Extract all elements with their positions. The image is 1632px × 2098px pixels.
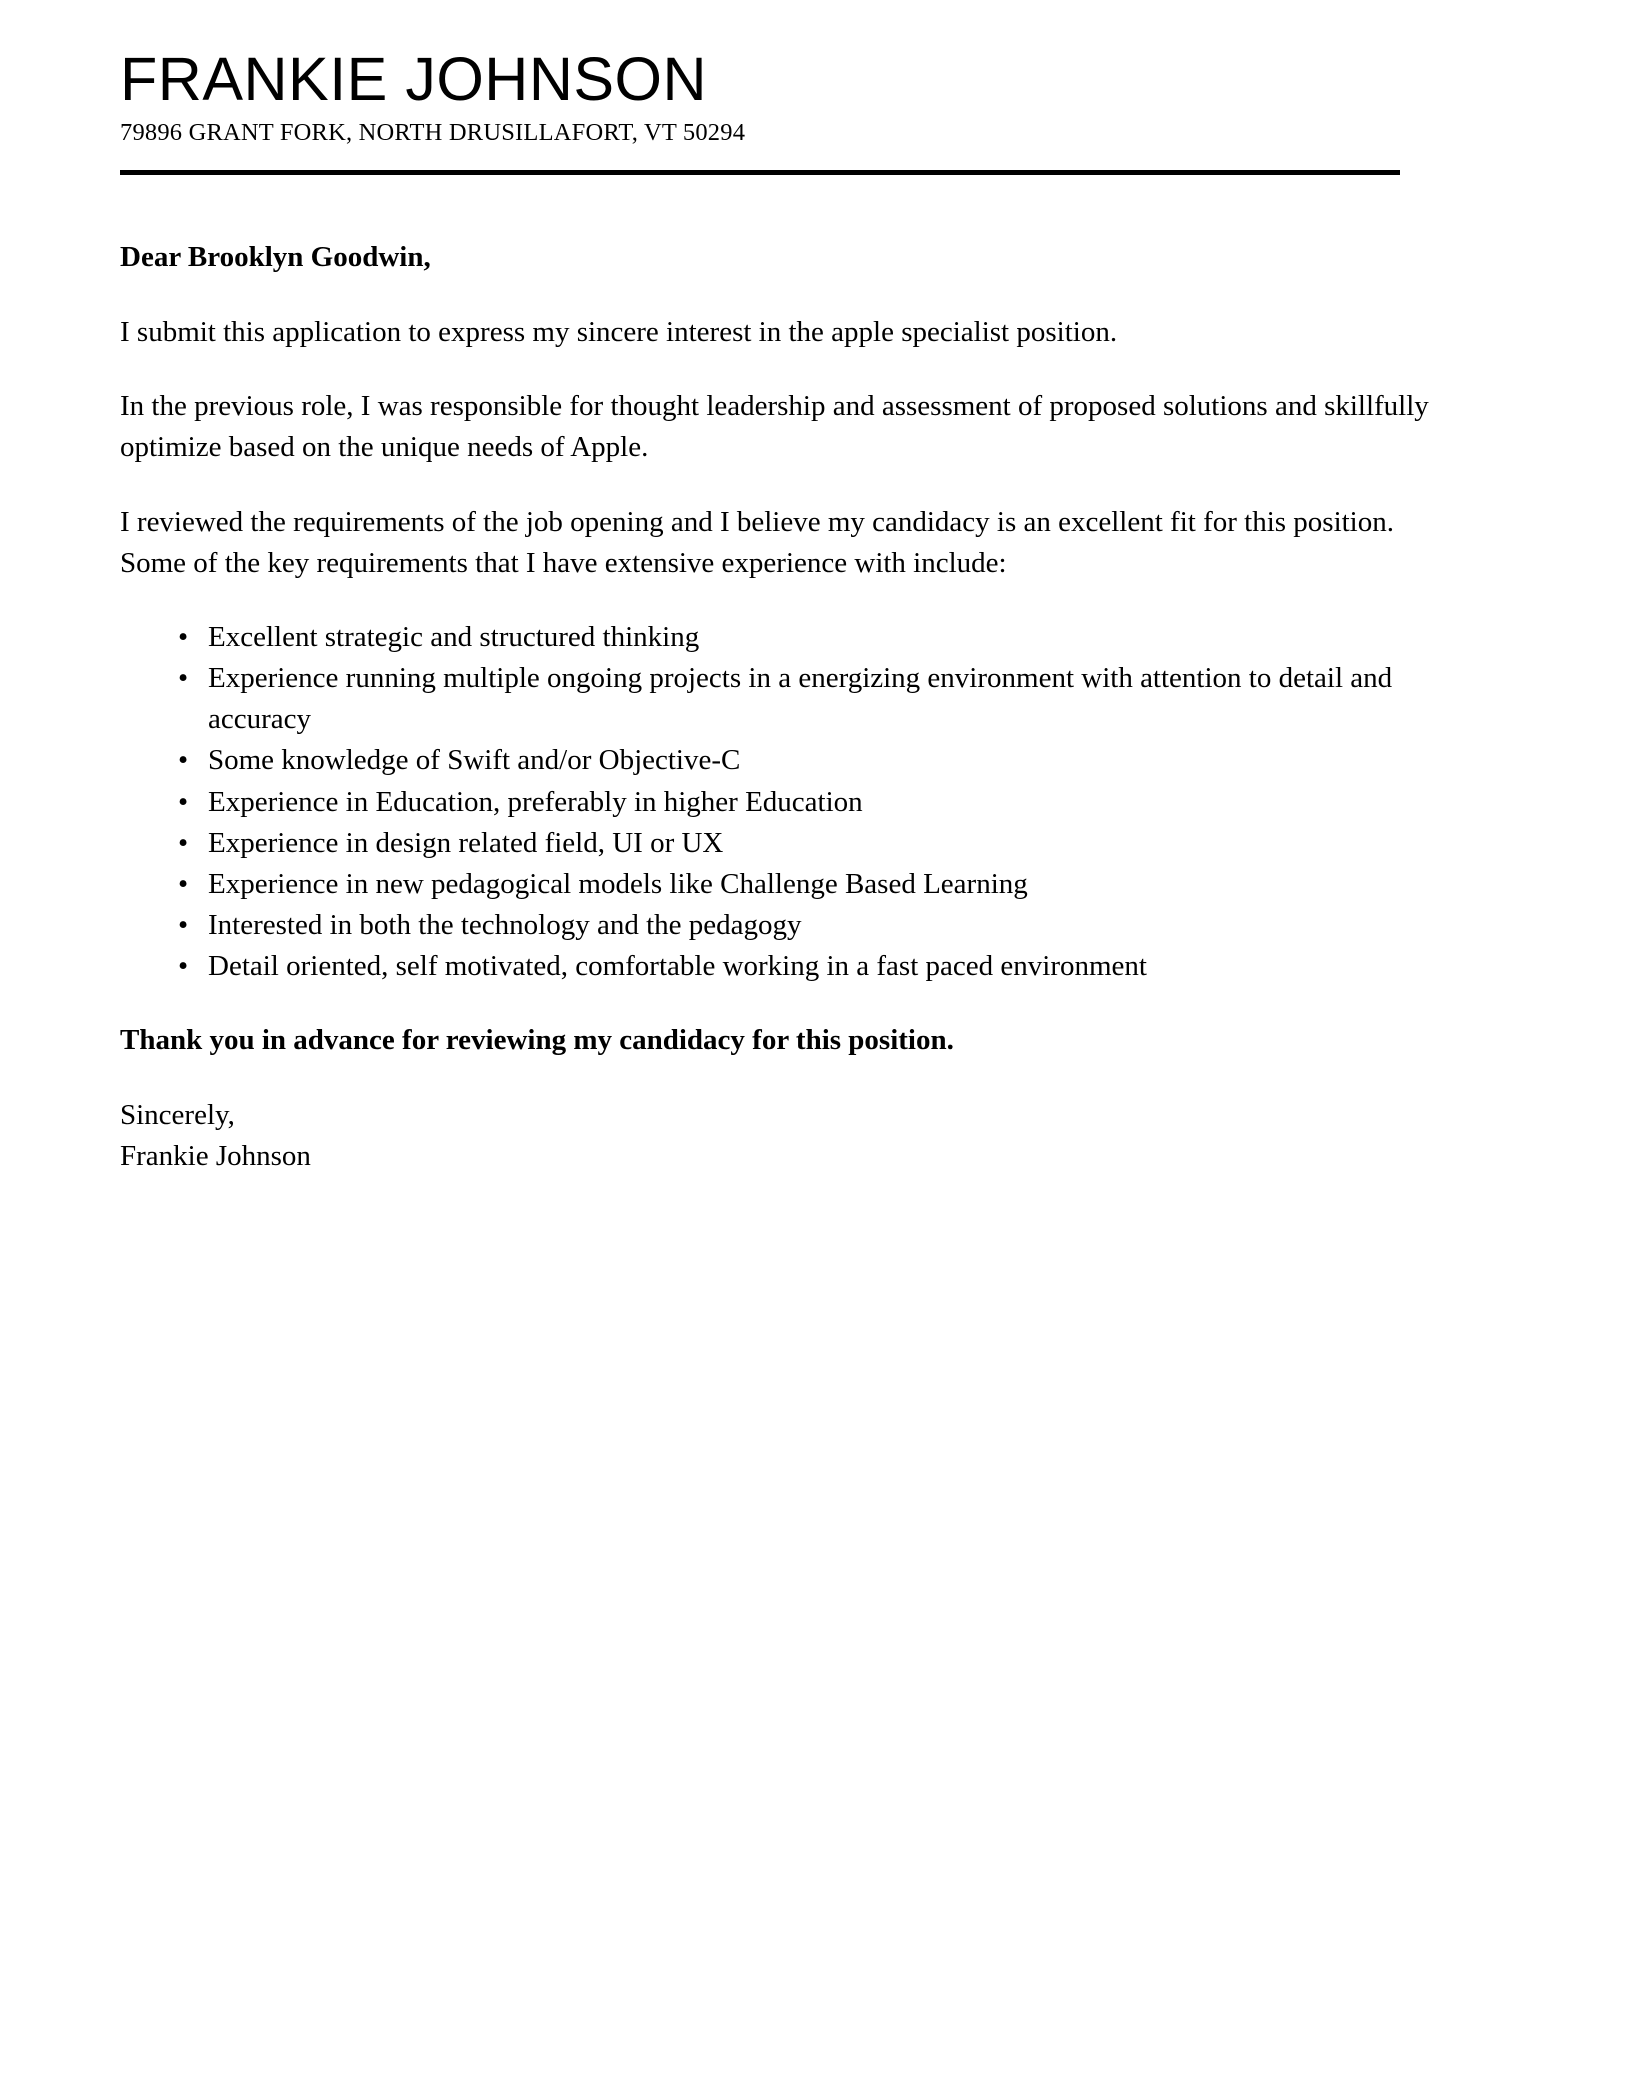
list-item-label: Some knowledge of Swift and/or Objective-C xyxy=(208,744,741,777)
bullet-icon: • xyxy=(178,950,189,983)
bullet-icon: • xyxy=(178,744,189,777)
list-item-label: Experience in Education, preferably in higher Education xyxy=(208,785,863,818)
letter-body xyxy=(120,237,1515,1177)
list-item xyxy=(178,905,1478,946)
list-item xyxy=(178,658,1478,740)
list-item-label: Detail oriented, self motivated, comfortable working in a fast paced environment xyxy=(208,950,1147,983)
bullet-icon: • xyxy=(178,785,189,818)
list-item xyxy=(178,864,1478,905)
list-item-label: Interested in both the technology and the pedagogy xyxy=(208,909,802,942)
signature-block xyxy=(120,1095,1515,1177)
requirements-list xyxy=(120,617,1478,988)
page-title: FRANKIE JOHNSON xyxy=(120,45,708,113)
list-item-label: Experience in design related field, UI or UX xyxy=(208,826,724,859)
list-item xyxy=(178,782,1478,823)
header-divider xyxy=(120,170,1400,175)
closing-statement: Thank you in advance for reviewing my candidacy for this position. xyxy=(120,1024,954,1057)
cover-letter xyxy=(120,45,1515,1177)
list-item-label: Excellent strategic and structured thinking xyxy=(208,620,700,653)
bullet-icon: • xyxy=(178,826,189,859)
bullet-icon: • xyxy=(178,662,189,695)
signoff-name: Frankie Johnson xyxy=(120,1139,311,1172)
list-item-label: Experience in new pedagogical models like Challenge Based Learning xyxy=(208,867,1028,900)
letter-header xyxy=(120,45,1515,175)
contact-address: 79896 GRANT FORK, NORTH DRUSILLAFORT, VT 50294 xyxy=(120,119,746,147)
list-item xyxy=(178,946,1478,987)
list-item xyxy=(178,823,1478,864)
signoff-phrase: Sincerely, xyxy=(120,1098,235,1131)
bullet-icon: • xyxy=(178,909,189,942)
salutation: Dear Brooklyn Goodwin, xyxy=(120,240,431,273)
intro-paragraph: I submit this application to express my sincere interest in the apple specialist position. xyxy=(120,316,1118,349)
list-item-label: Experience running multiple ongoing projects in a energizing environment with attention to detail and accuracy xyxy=(208,662,1393,736)
list-item xyxy=(178,617,1478,658)
bullet-icon: • xyxy=(178,867,189,900)
bullet-icon: • xyxy=(178,620,189,653)
experience-paragraph: In the previous role, I was responsible for thought leadership and assessment of proposed solutions and skillfully optimize based on the unique needs of Apple. xyxy=(120,390,1429,464)
requirements-intro-paragraph: I reviewed the requirements of the job opening and I believe my candidacy is an excellent fit for this position. Some of the key requirements that I have extensive experience with include: xyxy=(120,505,1394,579)
list-item xyxy=(178,740,1478,781)
